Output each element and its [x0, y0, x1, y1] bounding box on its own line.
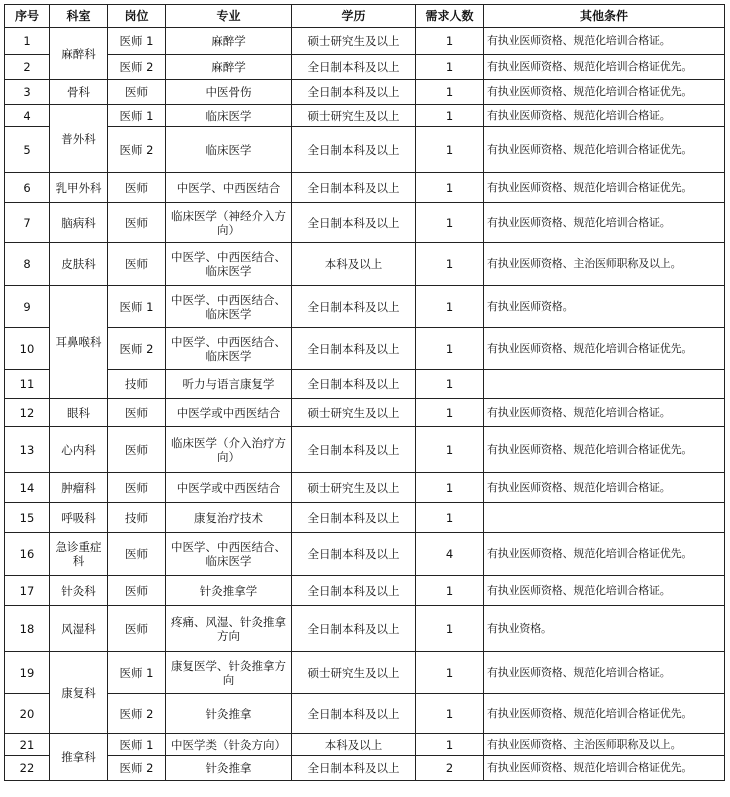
count-cell: 1 [416, 606, 484, 652]
post-cell: 医师 2 [108, 127, 166, 173]
education-cell: 硕士研究生及以上 [292, 652, 416, 694]
dept-cell: 急诊重症科 [50, 533, 108, 576]
count-cell: 1 [416, 105, 484, 127]
header-dept: 科室 [50, 5, 108, 28]
major-cell: 中医学、中西医结合 [166, 173, 292, 203]
header-conditions: 其他条件 [484, 5, 725, 28]
row-no: 14 [5, 473, 50, 503]
post-cell: 医师 [108, 473, 166, 503]
count-cell: 1 [416, 55, 484, 80]
table-row [5, 286, 725, 328]
education-cell: 全日制本科及以上 [292, 127, 416, 173]
row-no: 2 [5, 55, 50, 80]
dept-cell: 耳鼻喉科 [50, 286, 108, 399]
major-cell: 听力与语言康复学 [166, 370, 292, 399]
conditions-cell: 有执业医师资格、规范化培训合格证优先。 [484, 80, 725, 105]
conditions-cell: 有执业医师资格、规范化培训合格证。 [484, 652, 725, 694]
conditions-cell: 有执业医师资格、规范化培训合格证优先。 [484, 328, 725, 370]
count-cell: 1 [416, 173, 484, 203]
major-cell: 针灸推拿 [166, 694, 292, 734]
conditions-cell: 有执业医师资格、规范化培训合格证。 [484, 203, 725, 243]
table-row [5, 694, 725, 734]
major-cell: 中医骨伤 [166, 80, 292, 105]
row-no: 18 [5, 606, 50, 652]
education-cell: 全日制本科及以上 [292, 286, 416, 328]
major-cell: 临床医学（神经介入方向） [166, 203, 292, 243]
count-cell: 1 [416, 243, 484, 286]
post-cell: 医师 [108, 80, 166, 105]
education-cell: 全日制本科及以上 [292, 80, 416, 105]
row-no: 16 [5, 533, 50, 576]
header-major: 专业 [166, 5, 292, 28]
dept-cell: 呼吸科 [50, 503, 108, 533]
education-cell: 全日制本科及以上 [292, 694, 416, 734]
major-cell: 中医学或中西医结合 [166, 399, 292, 427]
row-no: 13 [5, 427, 50, 473]
post-cell: 医师 [108, 203, 166, 243]
post-cell: 技师 [108, 503, 166, 533]
count-cell: 1 [416, 399, 484, 427]
dept-cell: 骨科 [50, 80, 108, 105]
post-cell: 医师 [108, 427, 166, 473]
education-cell: 全日制本科及以上 [292, 55, 416, 80]
recruitment-table [4, 4, 725, 781]
count-cell: 1 [416, 652, 484, 694]
education-cell: 硕士研究生及以上 [292, 28, 416, 55]
count-cell: 1 [416, 427, 484, 473]
post-cell: 医师 2 [108, 55, 166, 80]
table-row [5, 55, 725, 80]
post-cell: 医师 [108, 606, 166, 652]
post-cell: 医师 1 [108, 734, 166, 756]
education-cell: 全日制本科及以上 [292, 370, 416, 399]
header-education: 学历 [292, 5, 416, 28]
row-no: 22 [5, 756, 50, 781]
table-row [5, 533, 725, 576]
count-cell: 1 [416, 328, 484, 370]
major-cell: 疼痛、风湿、针灸推拿方向 [166, 606, 292, 652]
header-count: 需求人数 [416, 5, 484, 28]
count-cell: 2 [416, 756, 484, 781]
row-no: 12 [5, 399, 50, 427]
major-cell: 中医学、中西医结合、临床医学 [166, 286, 292, 328]
conditions-cell [484, 503, 725, 533]
count-cell: 1 [416, 370, 484, 399]
education-cell: 硕士研究生及以上 [292, 105, 416, 127]
count-cell: 1 [416, 28, 484, 55]
count-cell: 1 [416, 576, 484, 606]
table-row [5, 503, 725, 533]
conditions-cell: 有执业医师资格、规范化培训合格证优先。 [484, 127, 725, 173]
table-row [5, 399, 725, 427]
major-cell: 康复医学、针灸推拿方向 [166, 652, 292, 694]
major-cell: 麻醉学 [166, 28, 292, 55]
table-row [5, 606, 725, 652]
conditions-cell: 有执业医师资格、规范化培训合格证优先。 [484, 173, 725, 203]
major-cell: 中医学或中西医结合 [166, 473, 292, 503]
conditions-cell: 有执业医师资格、规范化培训合格证优先。 [484, 427, 725, 473]
education-cell: 全日制本科及以上 [292, 328, 416, 370]
dept-cell: 普外科 [50, 105, 108, 173]
table-row [5, 243, 725, 286]
table-row [5, 28, 725, 55]
row-no: 21 [5, 734, 50, 756]
dept-cell: 推拿科 [50, 734, 108, 781]
row-no: 7 [5, 203, 50, 243]
post-cell: 医师 2 [108, 328, 166, 370]
table-row [5, 328, 725, 370]
dept-cell: 心内科 [50, 427, 108, 473]
count-cell: 1 [416, 80, 484, 105]
table-row [5, 576, 725, 606]
row-no: 11 [5, 370, 50, 399]
post-cell: 医师 [108, 173, 166, 203]
table-row [5, 652, 725, 694]
row-no: 17 [5, 576, 50, 606]
post-cell: 医师 1 [108, 105, 166, 127]
major-cell: 中医学、中西医结合、临床医学 [166, 243, 292, 286]
education-cell: 硕士研究生及以上 [292, 473, 416, 503]
education-cell: 本科及以上 [292, 734, 416, 756]
dept-cell: 风湿科 [50, 606, 108, 652]
post-cell: 医师 1 [108, 28, 166, 55]
dept-cell: 康复科 [50, 652, 108, 734]
conditions-cell: 有执业医师资格、规范化培训合格证。 [484, 399, 725, 427]
table-row [5, 105, 725, 127]
dept-cell: 针灸科 [50, 576, 108, 606]
count-cell: 1 [416, 503, 484, 533]
education-cell: 全日制本科及以上 [292, 173, 416, 203]
conditions-cell: 有执业资格。 [484, 606, 725, 652]
row-no: 15 [5, 503, 50, 533]
dept-cell: 麻醉科 [50, 28, 108, 80]
count-cell: 1 [416, 473, 484, 503]
post-cell: 医师 1 [108, 286, 166, 328]
conditions-cell: 有执业医师资格、规范化培训合格证优先。 [484, 756, 725, 781]
row-no: 5 [5, 127, 50, 173]
conditions-cell: 有执业医师资格、主治医师职称及以上。 [484, 243, 725, 286]
major-cell: 中医学类（针灸方向） [166, 734, 292, 756]
conditions-cell: 有执业医师资格、规范化培训合格证优先。 [484, 694, 725, 734]
education-cell: 全日制本科及以上 [292, 756, 416, 781]
header-post: 岗位 [108, 5, 166, 28]
count-cell: 1 [416, 694, 484, 734]
row-no: 4 [5, 105, 50, 127]
row-no: 10 [5, 328, 50, 370]
education-cell: 全日制本科及以上 [292, 533, 416, 576]
count-cell: 1 [416, 127, 484, 173]
education-cell: 硕士研究生及以上 [292, 399, 416, 427]
major-cell: 康复治疗技术 [166, 503, 292, 533]
row-no: 19 [5, 652, 50, 694]
dept-cell: 脑病科 [50, 203, 108, 243]
post-cell: 医师 [108, 533, 166, 576]
post-cell: 医师 [108, 576, 166, 606]
table-row [5, 127, 725, 173]
table-row [5, 734, 725, 756]
major-cell: 麻醉学 [166, 55, 292, 80]
post-cell: 医师 [108, 243, 166, 286]
education-cell: 全日制本科及以上 [292, 503, 416, 533]
education-cell: 本科及以上 [292, 243, 416, 286]
post-cell: 医师 2 [108, 694, 166, 734]
major-cell: 中医学、中西医结合、临床医学 [166, 533, 292, 576]
conditions-cell: 有执业医师资格、主治医师职称及以上。 [484, 734, 725, 756]
conditions-cell: 有执业医师资格、规范化培训合格证。 [484, 105, 725, 127]
education-cell: 全日制本科及以上 [292, 606, 416, 652]
post-cell: 技师 [108, 370, 166, 399]
row-no: 1 [5, 28, 50, 55]
count-cell: 1 [416, 203, 484, 243]
row-no: 20 [5, 694, 50, 734]
major-cell: 临床医学 [166, 127, 292, 173]
row-no: 3 [5, 80, 50, 105]
major-cell: 临床医学 [166, 105, 292, 127]
dept-cell: 皮肤科 [50, 243, 108, 286]
education-cell: 全日制本科及以上 [292, 427, 416, 473]
post-cell: 医师 1 [108, 652, 166, 694]
table-row [5, 203, 725, 243]
table-row [5, 173, 725, 203]
header-row [5, 5, 725, 28]
major-cell: 临床医学（介入治疗方向） [166, 427, 292, 473]
major-cell: 针灸推拿 [166, 756, 292, 781]
education-cell: 全日制本科及以上 [292, 203, 416, 243]
table-row [5, 756, 725, 781]
major-cell: 中医学、中西医结合、临床医学 [166, 328, 292, 370]
row-no: 8 [5, 243, 50, 286]
conditions-cell: 有执业医师资格、规范化培训合格证。 [484, 473, 725, 503]
table-row [5, 427, 725, 473]
conditions-cell: 有执业医师资格、规范化培训合格证优先。 [484, 55, 725, 80]
conditions-cell: 有执业医师资格、规范化培训合格证。 [484, 28, 725, 55]
dept-cell: 乳甲外科 [50, 173, 108, 203]
conditions-cell: 有执业医师资格。 [484, 286, 725, 328]
count-cell: 4 [416, 533, 484, 576]
education-cell: 全日制本科及以上 [292, 576, 416, 606]
count-cell: 1 [416, 286, 484, 328]
table-row [5, 80, 725, 105]
conditions-cell: 有执业医师资格、规范化培训合格证。 [484, 576, 725, 606]
row-no: 6 [5, 173, 50, 203]
post-cell: 医师 [108, 399, 166, 427]
count-cell: 1 [416, 734, 484, 756]
header-no: 序号 [5, 5, 50, 28]
row-no: 9 [5, 286, 50, 328]
conditions-cell: 有执业医师资格、规范化培训合格证优先。 [484, 533, 725, 576]
dept-cell: 肿瘤科 [50, 473, 108, 503]
post-cell: 医师 2 [108, 756, 166, 781]
conditions-cell [484, 370, 725, 399]
table-row [5, 473, 725, 503]
major-cell: 针灸推拿学 [166, 576, 292, 606]
table-row [5, 370, 725, 399]
dept-cell: 眼科 [50, 399, 108, 427]
